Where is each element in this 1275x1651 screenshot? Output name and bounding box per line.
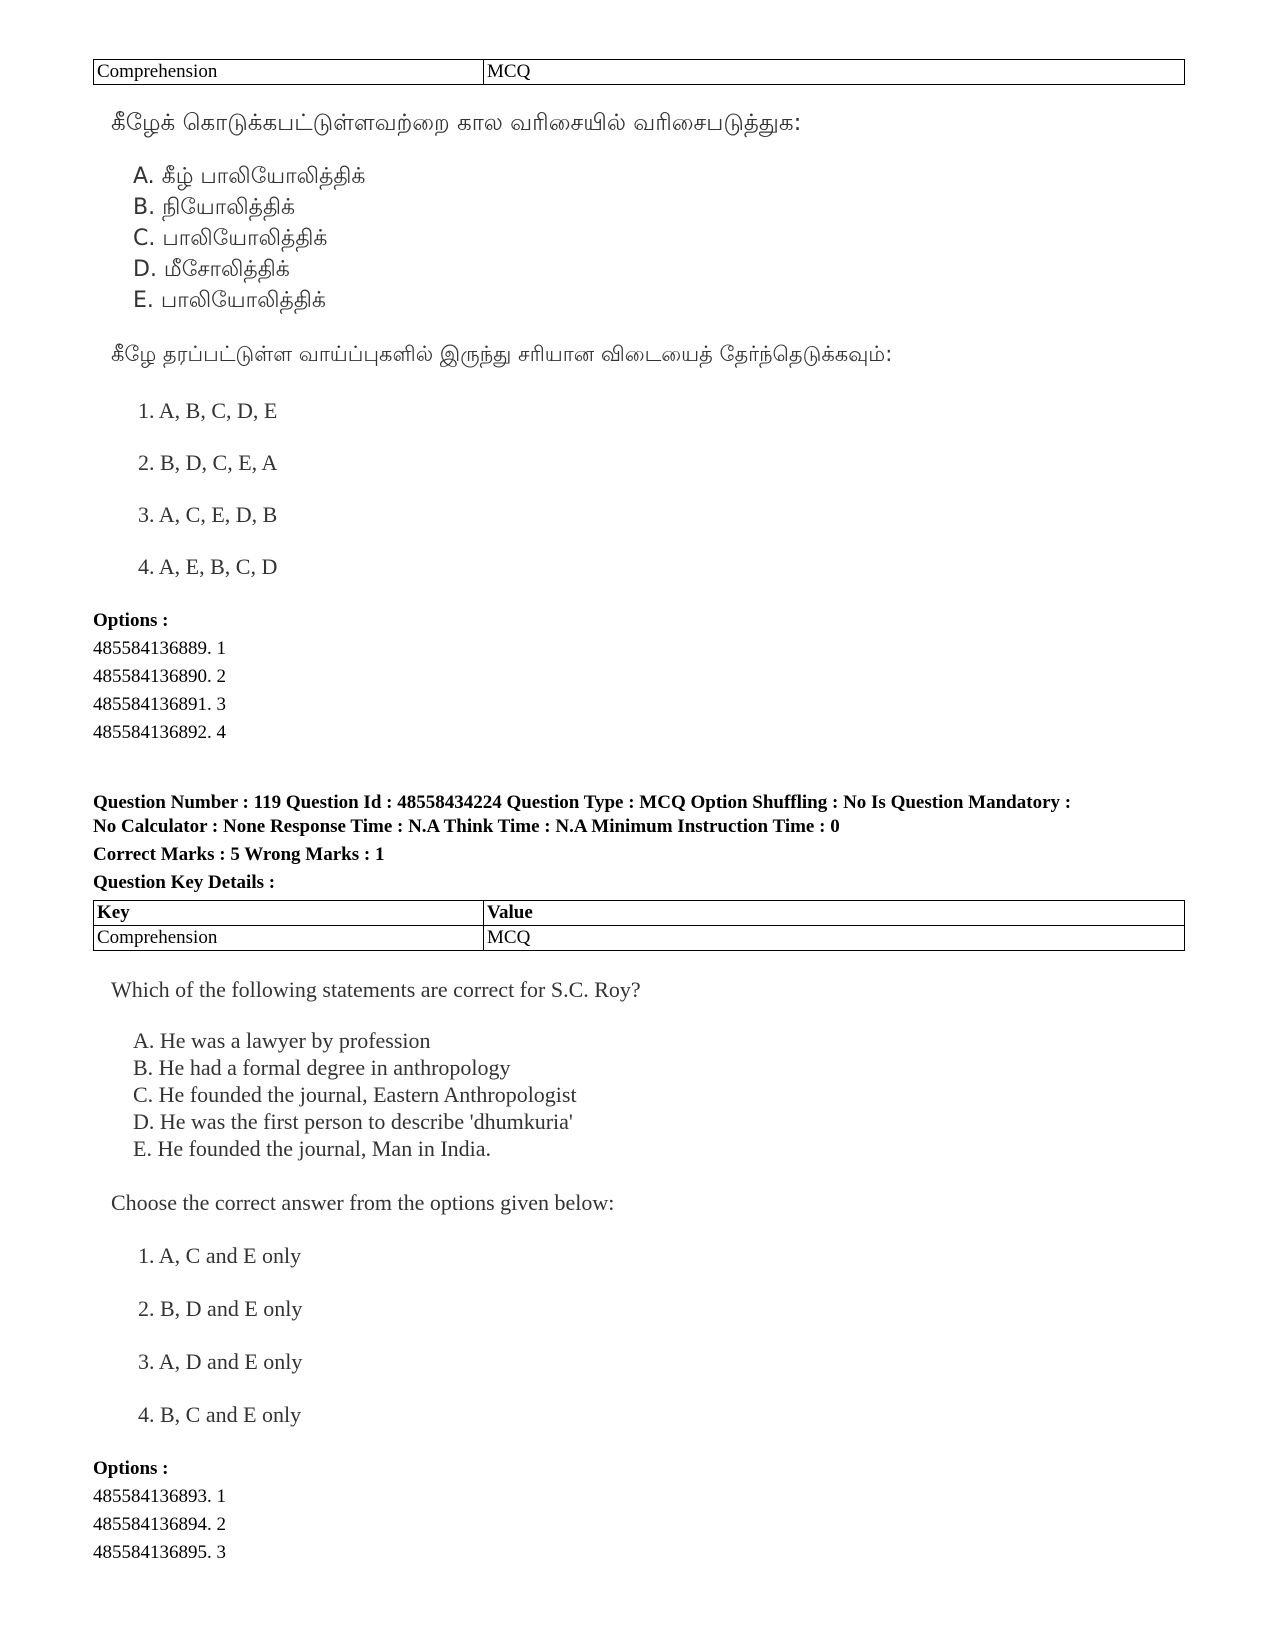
q119-instruction: Choose the correct answer from the options given below: — [111, 1190, 615, 1215]
q118-prompt: கீழேக் கொடுக்கபட்டுள்ளவற்றை கால வரிசையில் வரிசைபடுத்துக: — [111, 110, 802, 136]
q118-item-a: A. கீழ் பாலியோலித்திக் — [133, 164, 366, 189]
q119-key-table — [93, 900, 1185, 951]
q119-choice-1: 1. A, C and E only — [138, 1243, 302, 1268]
q118-option-2: 485584136890. 2 — [93, 666, 226, 687]
q118-item-c: C. பாலியோலித்திக் — [133, 226, 328, 251]
q118-choice-4: 4. A, E, B, C, D — [138, 554, 278, 579]
q119-option-2: 485584136894. 2 — [93, 1514, 226, 1535]
q118-choice-1: 1. A, B, C, D, E — [138, 398, 278, 423]
q119-item-d: D. He was the first person to describe 'dhumkuria' — [133, 1109, 573, 1134]
q118-instruction: கீழே தரப்பட்டுள்ள வாய்ப்புகளில் இருந்து சரியான விடையைத் தேர்ந்தெடுக்கவும்: — [111, 342, 893, 366]
q118-key-table — [93, 59, 1185, 85]
q119-meta-line-2: No Calculator : None Response Time : N.A Think Time : N.A Minimum Instruction Time : 0 — [93, 816, 840, 837]
q119-option-3: 485584136895. 3 — [93, 1542, 226, 1563]
q119-meta-line-1: Question Number : 119 Question Id : 48558434224 Question Type : MCQ Option Shuffling : No Is Question Mandatory : — [93, 792, 1072, 813]
q119-item-e: E. He founded the journal, Man in India. — [133, 1136, 492, 1161]
q118-option-4: 485584136892. 4 — [93, 722, 226, 743]
table-row — [94, 60, 1185, 85]
value-cell: MCQ — [484, 926, 1185, 951]
q119-options-label: Options : — [93, 1458, 169, 1479]
q119-item-b: B. He had a formal degree in anthropology — [133, 1055, 511, 1080]
header-value-cell: Value — [484, 901, 1185, 926]
q118-choice-3: 3. A, C, E, D, B — [138, 502, 278, 527]
q118-option-1: 485584136889. 1 — [93, 638, 226, 659]
q118-choice-2: 2. B, D, C, E, A — [138, 450, 278, 475]
q119-key-details-label: Question Key Details : — [93, 872, 276, 893]
q119-option-1: 485584136893. 1 — [93, 1486, 226, 1507]
q118-item-b: B. நியோலித்திக் — [133, 195, 296, 220]
q119-prompt: Which of the following statements are correct for S.C. Roy? — [111, 977, 641, 1002]
q118-item-e: E. பாலியோலித்திக் — [133, 288, 326, 313]
q119-choice-4: 4. B, C and E only — [138, 1402, 302, 1427]
key-cell: Comprehension — [94, 926, 484, 951]
header-key-cell: Key — [94, 901, 484, 926]
table-row — [94, 926, 1185, 951]
q119-choice-3: 3. A, D and E only — [138, 1349, 303, 1374]
value-cell: MCQ — [484, 60, 1185, 85]
q119-item-a: A. He was a lawyer by profession — [133, 1028, 431, 1053]
table-header-row — [94, 901, 1185, 926]
q119-marks: Correct Marks : 5 Wrong Marks : 1 — [93, 844, 385, 865]
q118-item-d: D. மீசோலித்திக் — [133, 257, 290, 282]
q118-option-3: 485584136891. 3 — [93, 694, 226, 715]
q118-options-label: Options : — [93, 610, 169, 631]
q119-choice-2: 2. B, D and E only — [138, 1296, 303, 1321]
key-cell: Comprehension — [94, 60, 484, 85]
q119-item-c: C. He founded the journal, Eastern Anthropologist — [133, 1082, 577, 1107]
